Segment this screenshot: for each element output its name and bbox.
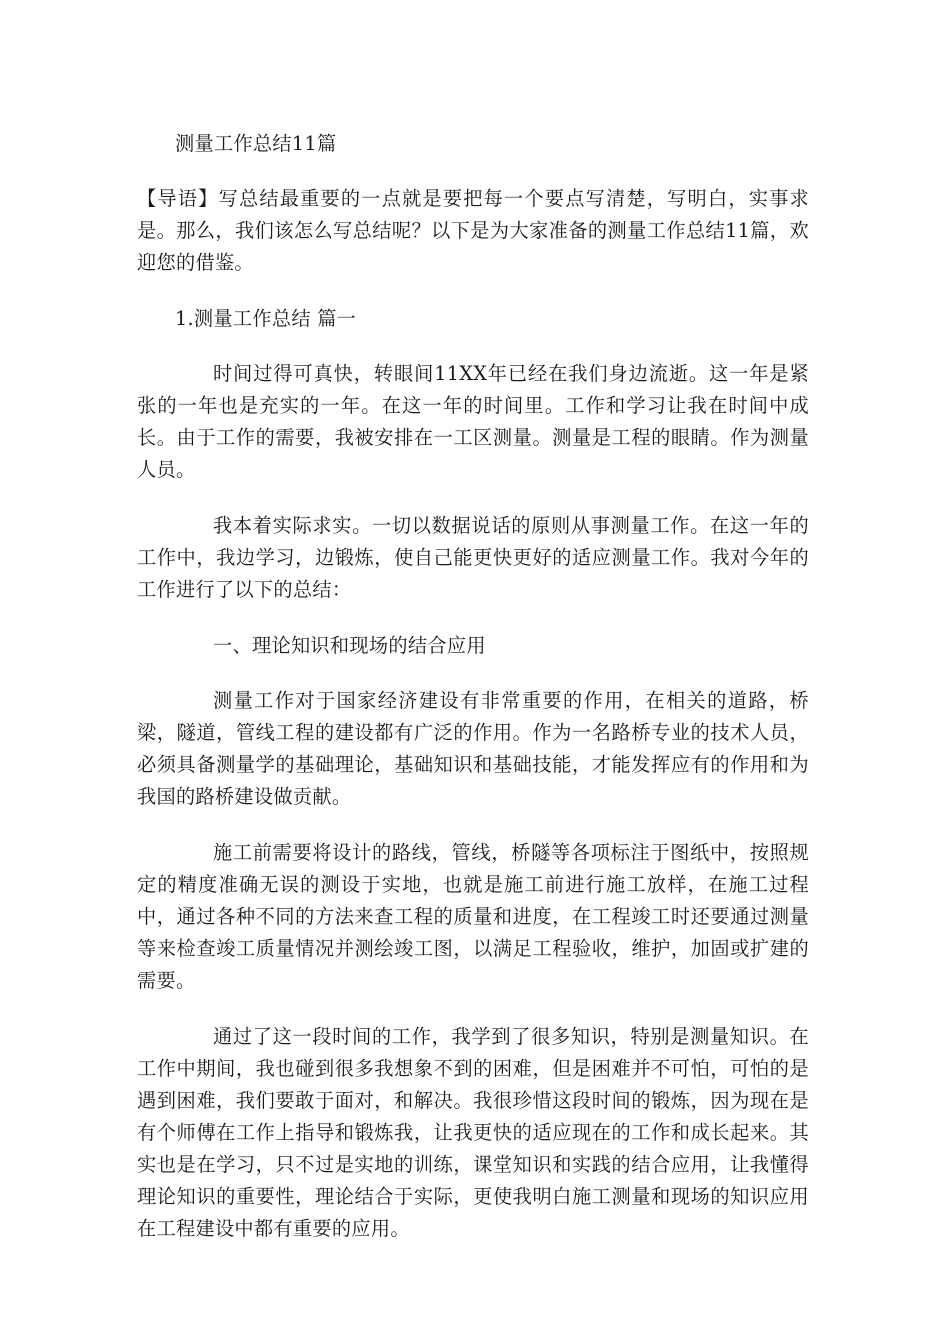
document-page [137, 128, 809, 1269]
body-paragraph: 通过了这一段时间的工作，我学到了很多知识，特别是测量知识。在工作中期间，我也碰到很多我想象不到的困难，但是困难并不可怕，可怕的是遇到困难，我们要敢于面对，和解决。我很珍惜这段时间的锻炼，因为现在是有个师傅在工作上指导和锻炼我，让我更快的适应现在的工作和成长起来。其实也是在学习，只不过是实地的训练，课堂知识和实践的结合应用，让我懂得理论知识的重要性，理论结合于实际，更使我明白施工测量和现场的知识应用在工程建设中都有重要的应用。 [137, 1025, 809, 1240]
document-title: 测量工作总结11篇 [175, 132, 337, 155]
body-paragraph: 时间过得可真快，转眼间11XX年已经在我们身边流逝。这一年是紧张的一年也是充实的一年。在这一年的时间里。工作和学习让我在时间中成长。由于工作的需要，我被安排在一工区测量。测量是工程的眼睛。作为测量人员。 [137, 362, 809, 481]
subsection-heading: 一、理论知识和现场的结合应用 [213, 634, 486, 657]
section-heading: 1.测量工作总结 篇一 [175, 307, 357, 330]
body-paragraph: 测量工作对于国家经济建设有非常重要的作用，在相关的道路，桥梁，隧道，管线工程的建设都有广泛的作用。作为一名路桥专业的技术人员，必须具备测量学的基础理论，基础知识和基础技能，才能发挥应有的作用和为我国的路桥建设做贡献。 [137, 689, 809, 808]
body-paragraph: 施工前需要将设计的路线，管线，桥隧等各项标注于图纸中，按照规定的精度准确无误的测设于实地，也就是施工前进行施工放样，在施工过程中，通过各种不同的方法来查工程的质量和进度，在工程竣工时还要通过测量等来检查竣工质量情况并测绘竣工图，以满足工程验收，维护，加固或扩建的需要。 [137, 841, 809, 992]
body-paragraph: 我本着实际求实。一切以数据说话的原则从事测量工作。在这一年的工作中，我边学习，边锻炼，使自己能更快更好的适应测量工作。我对今年的工作进行了以下的总结： [137, 514, 809, 601]
lead-paragraph: 【导语】写总结最重要的一点就是要把每一个要点写清楚，写明白，实事求是。那么，我们该怎么写总结呢？以下是为大家准备的测量工作总结11篇，欢迎您的借鉴。 [137, 187, 809, 274]
